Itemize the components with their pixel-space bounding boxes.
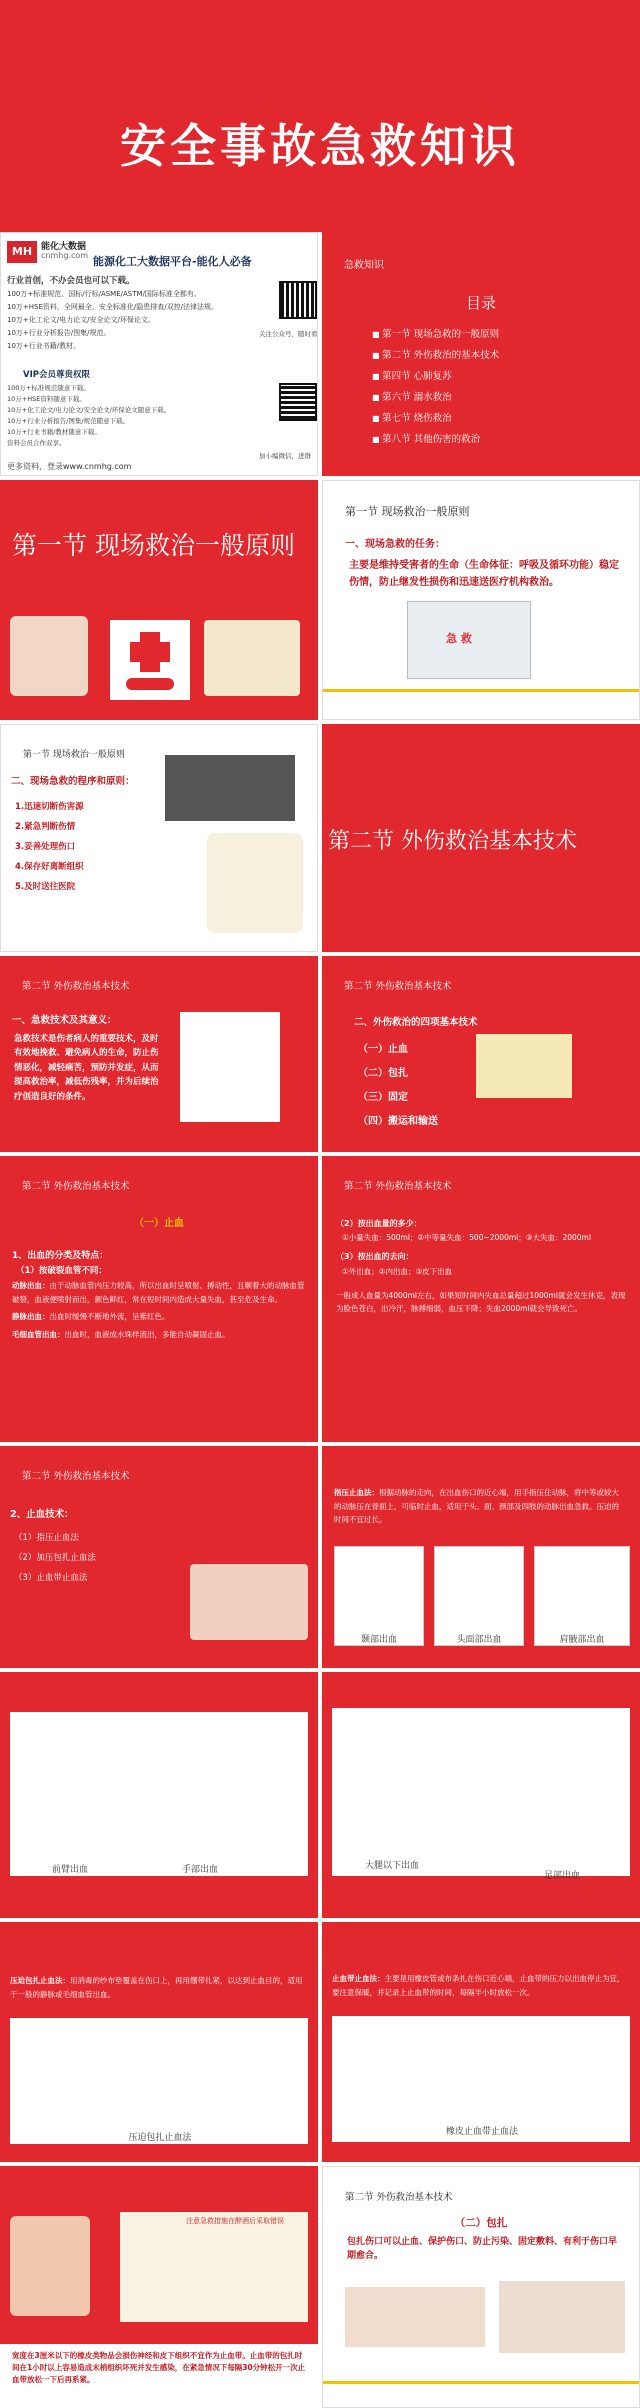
toc-slide [322,232,640,476]
leg-photo [10,2216,90,2316]
slide-heading: 2、止血技术： [10,1509,74,1520]
artery-label: 动脉出血： [12,1281,50,1291]
promo-line: 10万+HSE资料，全网最全，安全标准化/隐患排查/双控/法律法规。 [7,303,218,311]
toc-item[interactable]: ■ 第一节 现场急救的一般原则 [372,324,499,345]
section2-meaning-slide [0,956,318,1152]
bleeding-subheading: （1）按破裂血管不同： [16,1266,107,1277]
rescue-illustration [207,833,303,933]
slide-body: 包扎伤口可以止血、保护伤口、防止污染、固定敷料、有利于伤口早期愈合。 [347,2237,618,2262]
illustration-temple [334,1546,424,1646]
capillary-paragraph [12,1328,306,1342]
toc-item[interactable]: ■ 第七节 烧伤救治 [372,408,499,429]
bandage-photo [345,2287,485,2347]
vip-line: 10万+HSE资料随意下载。 [7,395,86,403]
section1-title: 第一节 现场救治一般原则 [12,531,295,560]
slide-label: 第二节 外伤救治基本技术 [22,1181,130,1192]
first-aid-book-photo [204,620,300,696]
compression-illustration [10,2018,308,2144]
vein-text: 出血时缓慢不断地外流，呈紫红色。 [49,1312,170,1322]
logo-domain: cnmhg.com [41,251,89,260]
logo: MH [7,241,37,263]
cpr-photo [10,616,88,696]
caption: 前臂出血 [51,1865,88,1875]
slide-heading: 一、急救技术及其意义： [12,1015,117,1026]
section2-title-slide [322,724,640,952]
section2-title: 第二节 外伤救治基本技术 [328,829,577,854]
promo-line: 100万+标准规范、国标/行标/ASME/ASTM/国际标准全都有。 [7,290,201,298]
promo-line: 10万+化工论文/电力论文/安全论文/环保论文。 [7,316,155,324]
tourniquet-warning-slide [0,2166,318,2408]
methods-list [14,1528,96,1588]
procedure-list [15,797,84,897]
amount-heading: （2）按出血量的多少： [336,1219,422,1228]
leg-illustrations [332,1708,630,1876]
caption: 橡皮止血带止血法 [445,2127,518,2137]
vip-line: 10万+行业书籍/教材随意下载。 [7,428,101,436]
slide-label: 第一节 现场救治一般原则 [23,750,125,760]
header-banner [0,0,640,232]
vip-line: 100万+标准规范随意下载。 [7,384,90,392]
slide-label: 第二节 外伤救治基本技术 [22,1471,130,1482]
amount-levels: ①小量失血：500ml；②中等量失血：500~2000ml；③大失血：2000ml [342,1233,591,1243]
vip-line: 10万+化工论文/电力论文/安全论文/环保论文随意下载。 [7,406,171,414]
bleeding-heading: 1、出血的分类及特点： [12,1251,109,1261]
finger-pressure-slide [322,1446,640,1668]
illustration-shoulder [534,1546,630,1646]
tourniquet-slide [322,1922,640,2162]
slide-subheading: （一）止血 [134,1218,184,1229]
tourniquet-label: 止血带止血法： [332,1974,385,1983]
promo-slide [0,232,318,476]
amount-body: 一般成人血量为4000ml左右，如果短时间内失血总量超过1000ml就会发生休克，表现为脸色苍白，出冷汗，脉搏细弱，血压下降；失血2000ml就会导致死亡。 [336,1290,626,1314]
bleeding-types-slide [0,1156,318,1442]
arm-pressure-slide [0,1672,318,1918]
vein-paragraph [12,1310,306,1324]
artery-paragraph [12,1279,306,1306]
logo-name: 能化大数据 [41,242,87,252]
ambulance-photo [407,601,531,679]
caption: 肩腋部出血 [559,1635,605,1645]
rescue-cartoon [476,1034,572,1098]
toc-list [372,324,499,450]
toc-corner: 急救知识 [344,260,384,271]
toc-item[interactable]: ■ 第四节 心肺复苏 [372,366,499,387]
page-title: 安全事故急救知识 [120,119,520,173]
warning-text: 宽度在3厘米以下的橡皮类物品会损伤神经和皮下组织不宜作为止血带。止血带的包扎时间在1小时以上容易造成末梢组织坏死并发生感染，在紧急情况下每隔30分钟松开一次止血带放松一下后再系紧。 [0,2344,318,2408]
vip-line: 10万+行业分析报告/图集/规范随意下载。 [7,417,130,425]
first-aid-cross-icon [110,620,190,700]
promo-line: 行业首创，不办会员也可以下载。 [7,276,135,286]
caption: 足部出血 [543,1871,580,1881]
procedure-item: 5.及时送往医院 [15,882,76,892]
promo-lines [7,275,277,353]
rescue-photo [165,755,295,821]
hemostasis-methods-slide [0,1446,318,1668]
toc-item[interactable]: ■ 第二节 外伤救治的基本技术 [372,345,499,366]
method-item: （3）止血带止血法 [14,1573,88,1583]
skill-item: （一）止血 [358,1044,408,1055]
bandaging-slide [322,2166,640,2408]
divider [323,689,639,692]
slide-heading: 一、现场急救的任务： [345,539,445,550]
artery-text: 由于动脉血管内压力较高，所以出血时呈喷射、搏动性，且顺着大的动脉血管破裂，血液便喷射而出，颜色鲜红，常在短时间内造成大量失血，甚至危及生命。 [12,1281,305,1304]
illustration-face [434,1546,524,1646]
qr-code-icon [279,281,317,319]
bleeding-amount-slide [322,1156,640,1442]
caption: 大腿以下出血 [364,1861,419,1871]
promo-line: 10万+行业书籍/教材。 [7,342,81,350]
slide-label: 第二节 外伤救治基本技术 [345,2192,453,2203]
qr1-caption: 关注公众号，随时看 [259,330,318,338]
bandage-illustration [180,1012,280,1122]
vip-lines [7,383,197,449]
slide-label: 第二节 外伤救治基本技术 [22,981,130,992]
caption: 压迫包扎止血法 [128,2133,192,2143]
section1-title-slide [0,480,318,720]
bleeding-amount-text [336,1216,628,1316]
capillary-text: 出血时，血液成水珠样流出，多能自动凝固止血。 [64,1329,230,1339]
capillary-label: 毛细血管出血： [12,1329,65,1339]
toc-item[interactable]: ■ 第八节 其他伤害的救治 [372,429,499,450]
method-item: （1）指压止血法 [14,1533,79,1543]
slide-heading: 二、外伤救治的四项基本技术 [354,1017,478,1028]
tourniquet-body: 主要是用橡皮管或布条扎在伤口近心端，止血带的压力以出血停止为宜，要注意保暖，并记录上止血带的时间，每隔半小时放松一次。 [332,1974,625,1997]
procedure-item: 2.紧急判断伤情 [15,822,76,832]
caption: 头面部出血 [456,1635,502,1645]
slide-body: 主要是维持受害者的生命（生命体征：呼吸及循环功能）稳定伤情，防止继发性损伤和迅速送医疗机构救治。 [349,560,619,588]
procedure-item: 3.妥善处理伤口 [15,842,76,852]
procedure-item: 4.保存好离断组织 [15,862,84,872]
ambulance-label: 急 救 [446,632,472,645]
section1-procedure-slide [0,724,318,952]
qr2-caption: 加小编微信，进群 [259,452,311,460]
caption: 手部出血 [181,1865,218,1875]
skills-list [358,1038,438,1134]
cartoon-speech: 注意急救措施在醉酒后采取错误 [186,2217,284,2225]
method-item: （2）加压包扎止血法 [14,1553,96,1563]
caption: 颞部出血 [360,1635,397,1645]
bleeding-text [12,1248,306,1341]
leg-bandage-photo [499,2281,625,2353]
vip-line: 资料会员合作双享。 [7,439,66,447]
promo-headline: 能源化工大数据平台-能化人必备 [93,255,252,268]
skill-item: （二）包扎 [358,1068,408,1079]
finger-pressure-body: 根据动脉的走向，在出血伤口的近心端，用手指压住动脉，将中等或较大的动脉压在骨面上，可临时止血，适用于头、面、颈部及四肢的动脉出血急救。压迫的时间不宜过长。 [334,1488,619,1524]
direction-levels: ①外出血；②内出血；③皮下出血 [342,1266,453,1276]
divider [323,2381,639,2384]
section1-task-slide [322,480,640,720]
direction-heading: （3）按出血的去向： [336,1252,414,1262]
compression-bandage-slide [0,1922,318,2162]
slide-subheading: （二）包扎 [454,2217,508,2229]
section2-four-skills-slide [322,956,640,1152]
vein-label: 静脉出血： [12,1312,50,1322]
bandage-photo [190,1564,308,1640]
promo-footer[interactable]: 更多资料，登录www.cnmhg.com [7,462,132,471]
procedure-item: 1.迅速切断伤害源 [15,802,84,812]
skill-item: （三）固定 [358,1092,408,1103]
leg-pressure-slide [322,1672,640,1918]
compression-text [10,1974,308,2001]
arm-illustrations [10,1712,308,1876]
qr-code-icon [279,383,317,421]
slide-heading: 二、现场急救的程序和原则： [11,776,135,787]
promo-line: 10万+行业分析报告/图集/规范。 [7,329,111,337]
toc-title: 目录 [465,294,496,312]
finger-pressure-text [334,1486,626,1527]
compression-body: 用消毒的纱布垫覆盖在伤口上，再用绷带扎紧，以达到止血目的，适用于一般的静脉或毛细血管出血。 [10,1976,303,1999]
vip-title: VIP会员尊贵权限 [23,370,90,380]
slide-body: 急救技术是伤者病人的重要技术，及时有效地挽救、避免病人的生命，防止伤情恶化，减轻痛苦，预防并发症，从而提高救治率，减低伤残率，并为后续治疗创造良好的条件。 [14,1034,159,1102]
cartoon-illustration [120,2212,308,2322]
skill-item: （四）搬运和输送 [358,1116,438,1127]
tourniquet-text [332,1972,630,1999]
finger-pressure-label: 指压止血法： [334,1488,379,1497]
toc-item[interactable]: ■ 第六节 溺水救治 [372,387,499,408]
compression-label: 压迫包扎止血法： [10,1976,70,1985]
slide-label: 第二节 外伤救治基本技术 [344,981,452,992]
slide-label: 第二节 外伤救治基本技术 [344,1181,452,1192]
slide-label: 第一节 现场救治一般原则 [345,505,470,518]
